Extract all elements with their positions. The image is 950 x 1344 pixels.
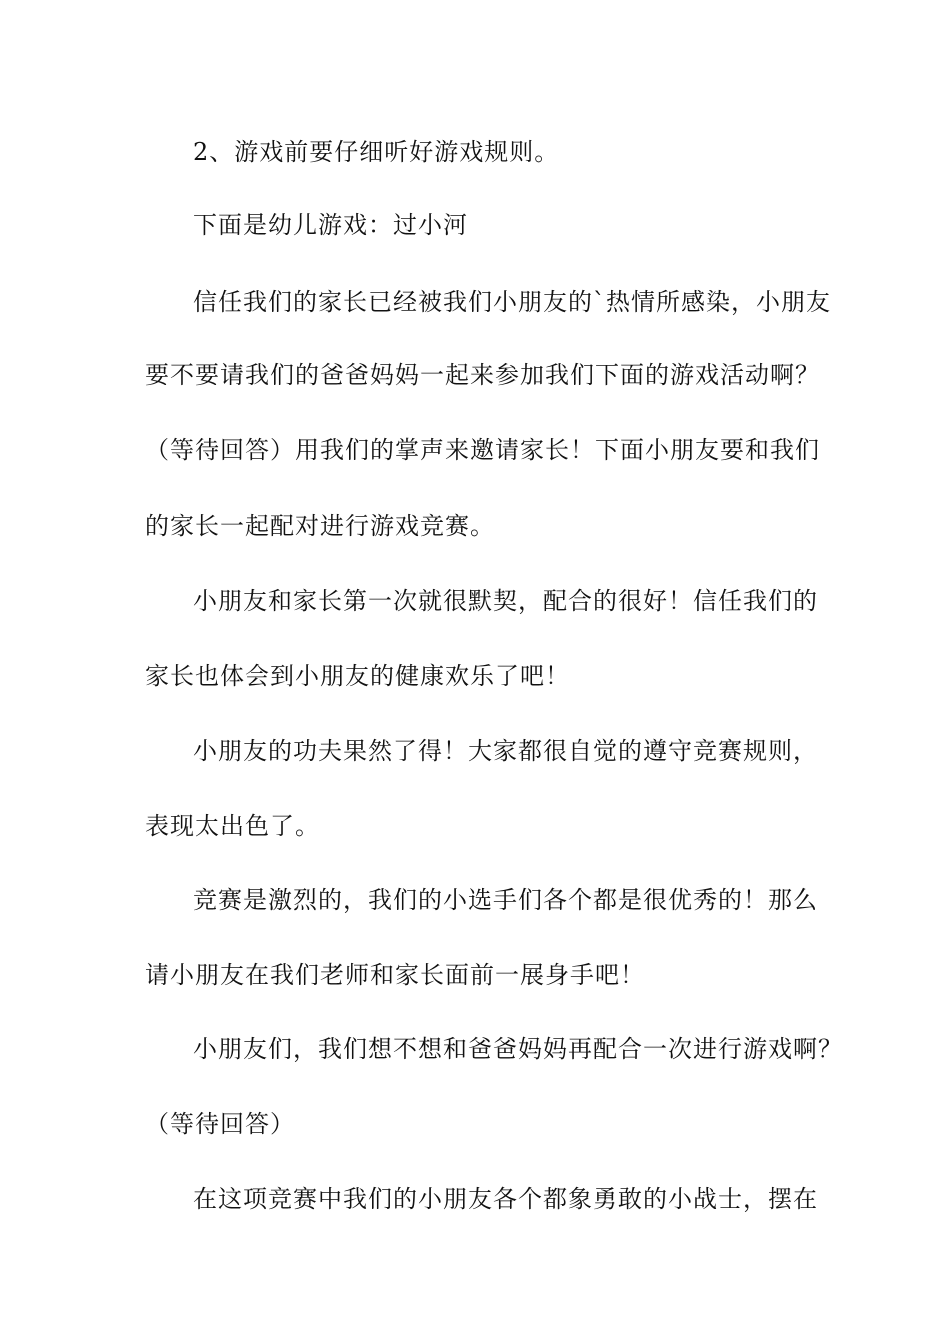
paragraph-line: 请小朋友在我们老师和家长面前一展身手吧！ (145, 961, 645, 989)
paragraph-line: 小朋友们，我们想不想和爸爸妈妈再配合一次进行游戏啊？ (193, 1035, 843, 1063)
paragraph-line: 要不要请我们的爸爸妈妈一起来参加我们下面的游戏活动啊？ (145, 361, 820, 389)
paragraph-line: 2、游戏前要仔细听好游戏规则。 (193, 138, 560, 166)
paragraph-line: （等待回答） (145, 1110, 295, 1138)
paragraph-line: 小朋友的功夫果然了得！大家都很自觉的遵守竞赛规则， (193, 737, 818, 765)
paragraph-line: 下面是幼儿游戏：过小河 (193, 211, 468, 239)
paragraph-line: 小朋友和家长第一次就很默契，配合的很好！信任我们的 (193, 587, 818, 615)
paragraph-line: 家长也体会到小朋友的健康欢乐了吧！ (145, 662, 570, 690)
paragraph-line: 的家长一起配对进行游戏竞赛。 (145, 512, 495, 540)
paragraph-line: 竞赛是激烈的，我们的小选手们各个都是很优秀的！那么 (193, 886, 818, 914)
paragraph-line: （等待回答）用我们的掌声来邀请家长！下面小朋友要和我们 (145, 436, 820, 464)
paragraph-line: 信任我们的家长已经被我们小朋友的`热情所感染，小朋友 (193, 288, 831, 316)
paragraph-line: 表现太出色了。 (145, 812, 320, 840)
paragraph-line: 在这项竞赛中我们的小朋友各个都象勇敢的小战士，摆在 (193, 1185, 818, 1213)
